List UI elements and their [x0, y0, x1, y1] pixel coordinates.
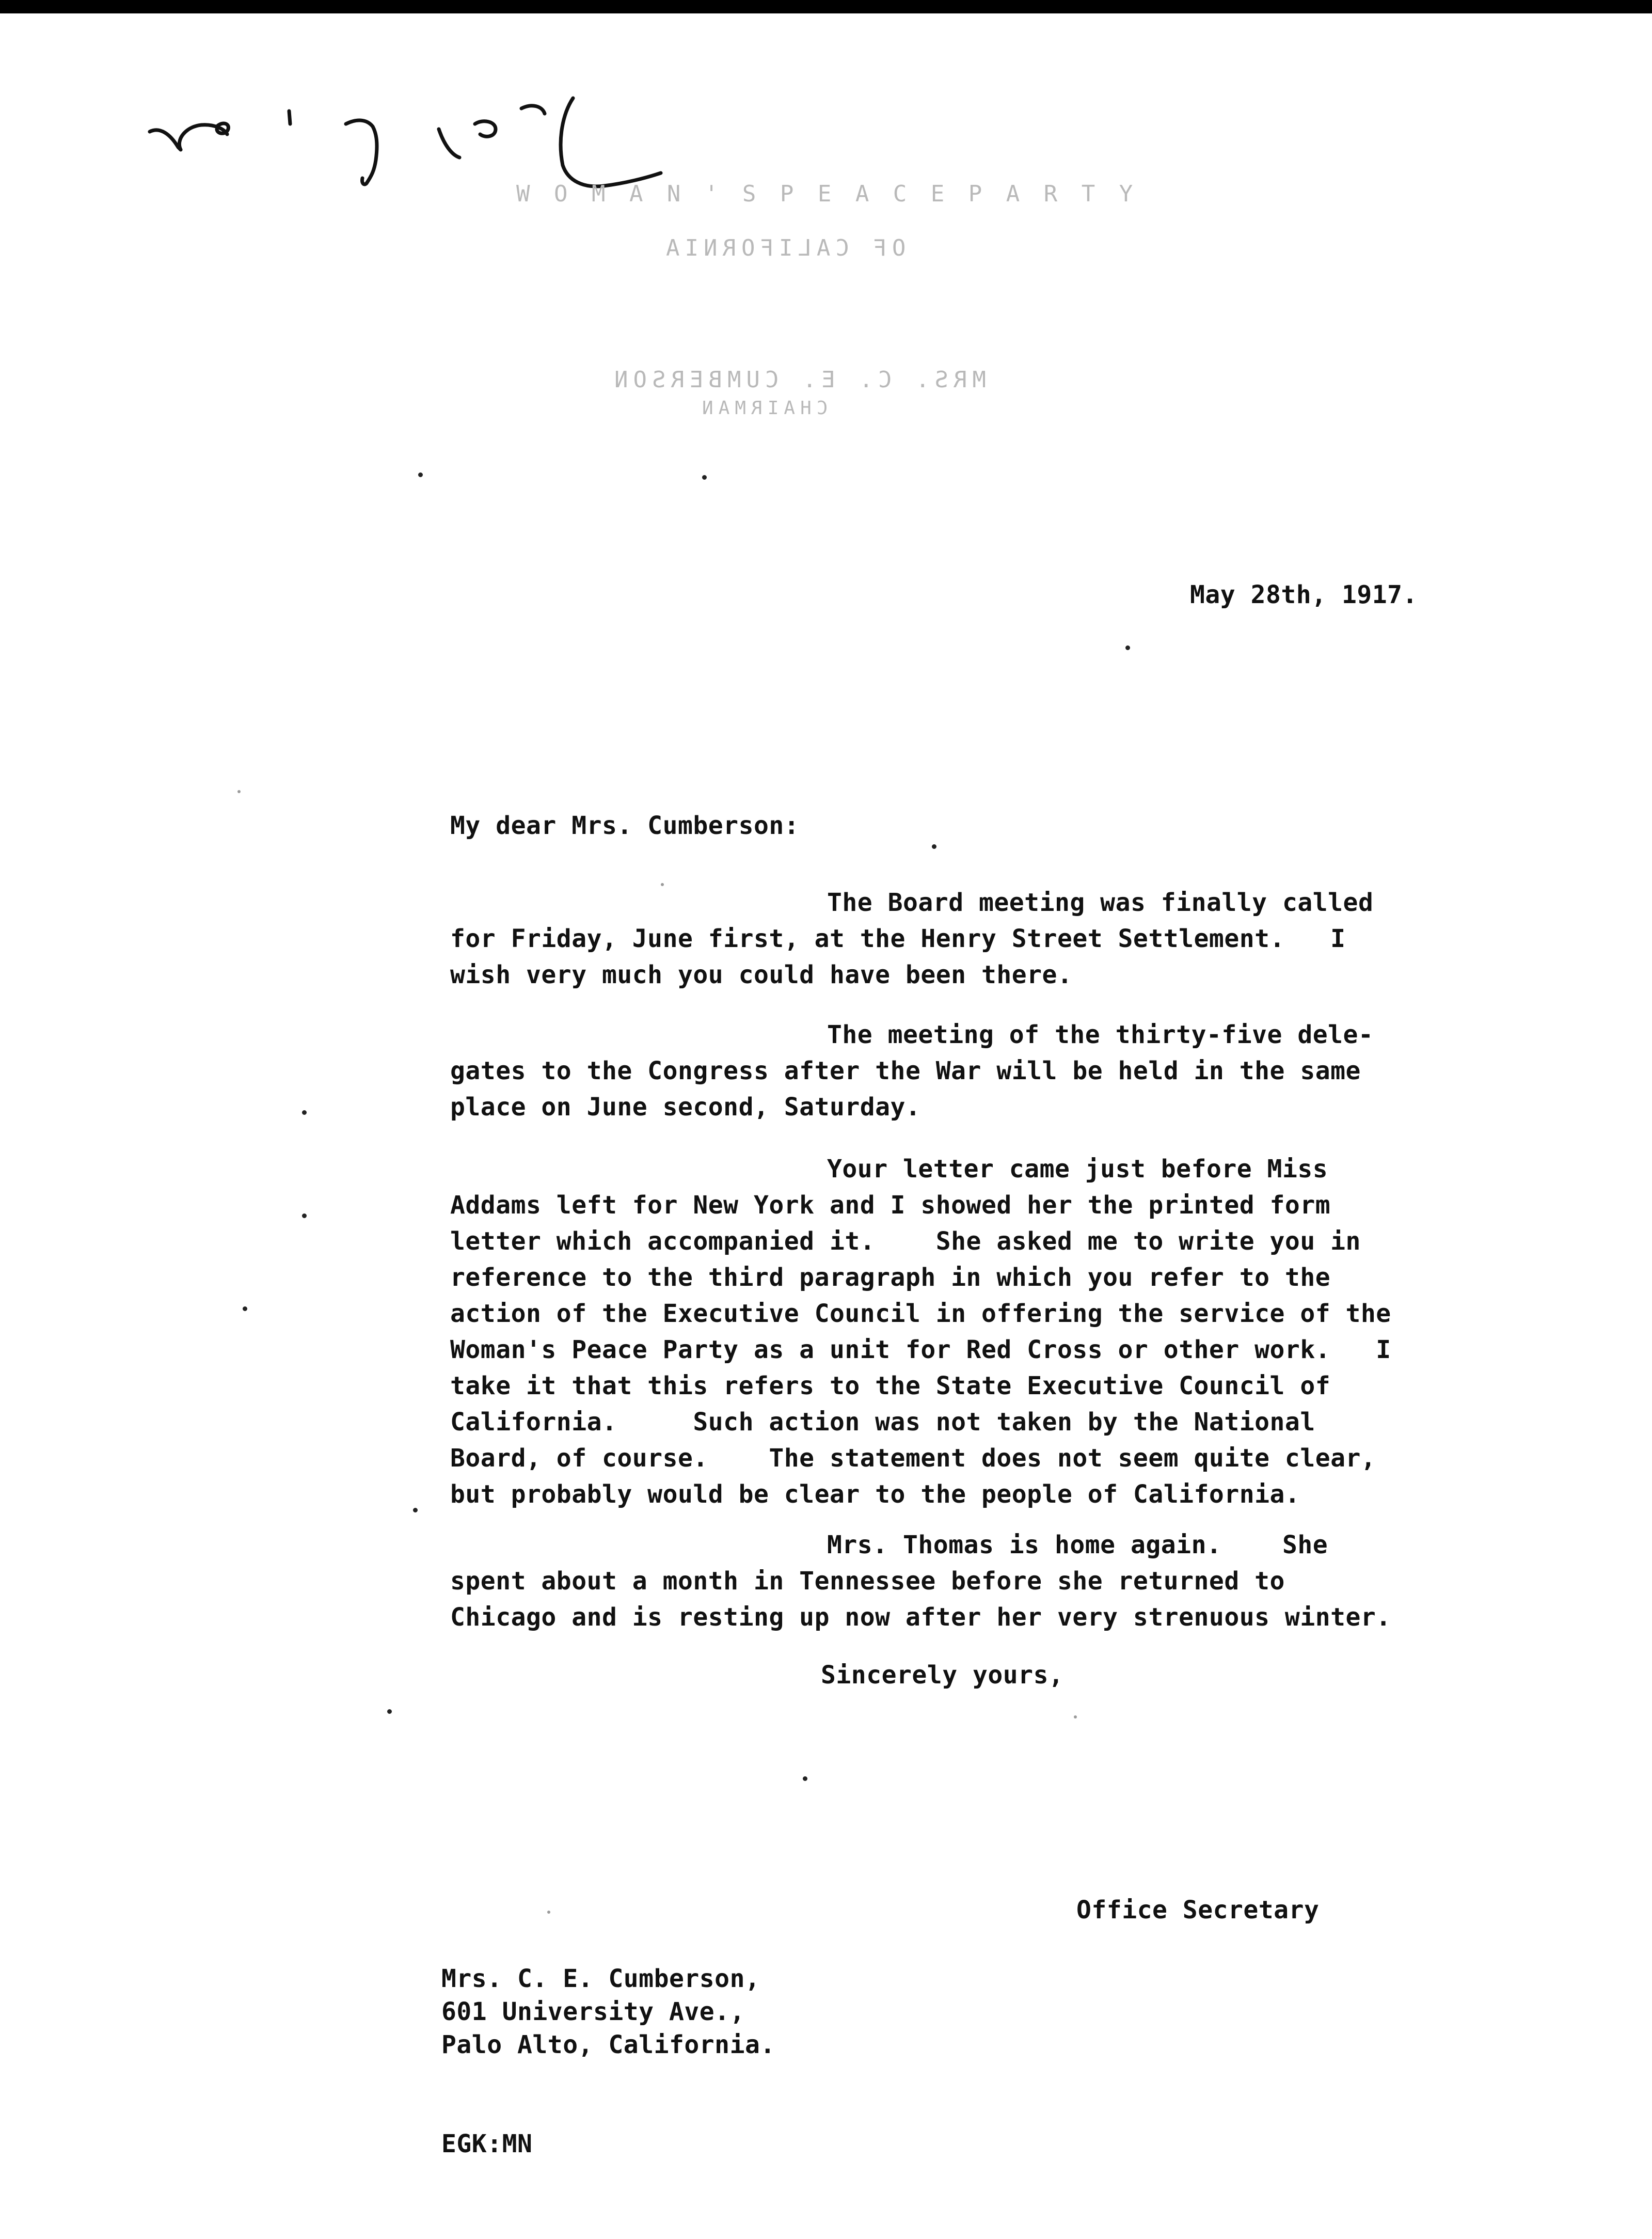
- ink-speck: [661, 883, 664, 886]
- paragraph-line: for Friday, June first, at the Henry Street Settlement. I: [450, 924, 1346, 953]
- ink-speck: [302, 1110, 307, 1115]
- reference-initials: EGK:MN: [441, 2130, 533, 2158]
- paragraph-line: reference to the third paragraph in which you refer to the: [450, 1263, 1331, 1292]
- faint-letterhead-line: MRS. C. E. CUMBERSON: [609, 367, 986, 393]
- faint-letterhead-line: W O M A N ' S P E A C E P A R T Y: [516, 181, 1138, 207]
- faint-letterhead-line: CHAIRMAN: [697, 398, 828, 419]
- paragraph-line: wish very much you could have been there.: [450, 960, 1073, 989]
- paragraph-line: spent about a month in Tennessee before she returned to: [450, 1567, 1285, 1596]
- ink-speck: [413, 1508, 418, 1512]
- paragraph-line: Board, of course. The statement does not seem quite clear,: [450, 1444, 1376, 1473]
- letter-date: May 28th, 1917.: [1190, 580, 1418, 609]
- paragraph-line: letter which accompanied it. She asked me to write you in: [450, 1227, 1361, 1256]
- paragraph-line: gates to the Congress after the War will be held in the same: [450, 1057, 1361, 1085]
- paragraph-line: but probably would be clear to the people of California.: [450, 1480, 1300, 1509]
- paragraph-line: Woman's Peace Party as a unit for Red Cross or other work. I: [450, 1335, 1391, 1364]
- address-line: 601 University Ave.,: [441, 1997, 745, 2026]
- letter-closing: Sincerely yours,: [821, 1661, 1064, 1690]
- paragraph-line: take it that this refers to the State Executive Council of: [450, 1371, 1331, 1400]
- paragraph-line: action of the Executive Council in offering the service of the: [450, 1299, 1391, 1328]
- address-line: Palo Alto, California.: [441, 2030, 775, 2059]
- paragraph-line: Your letter came just before Miss: [827, 1155, 1328, 1184]
- ink-speck: [302, 1213, 307, 1218]
- ink-speck: [418, 472, 423, 477]
- paragraph-line: California. Such action was not taken by the National: [450, 1408, 1315, 1437]
- faint-letterhead-line: OF CALIFORNIA: [661, 235, 906, 261]
- ink-speck: [803, 1776, 807, 1781]
- signature-title: Office Secretary: [1076, 1896, 1320, 1925]
- paragraph-line: The meeting of the thirty-five dele-: [827, 1020, 1374, 1049]
- paragraph-line: place on June second, Saturday.: [450, 1093, 921, 1122]
- ink-speck: [932, 844, 936, 849]
- ink-speck: [1125, 645, 1130, 650]
- paragraph-line: The Board meeting was finally called: [827, 888, 1374, 917]
- paragraph-line: Chicago and is resting up now after her very strenuous winter.: [450, 1603, 1391, 1632]
- ink-speck: [243, 1306, 247, 1311]
- ink-speck: [237, 790, 241, 793]
- letter-salutation: My dear Mrs. Cumberson:: [450, 811, 800, 840]
- ink-speck: [547, 1911, 550, 1914]
- paragraph-line: Addams left for New York and I showed her the printed form: [450, 1191, 1331, 1220]
- paragraph-line: Mrs. Thomas is home again. She: [827, 1531, 1328, 1559]
- address-line: Mrs. C. E. Cumberson,: [441, 1964, 760, 1993]
- ink-speck: [1074, 1715, 1077, 1718]
- ink-speck: [387, 1709, 392, 1714]
- ink-speck: [702, 475, 707, 480]
- scan-top-border: [0, 0, 1652, 13]
